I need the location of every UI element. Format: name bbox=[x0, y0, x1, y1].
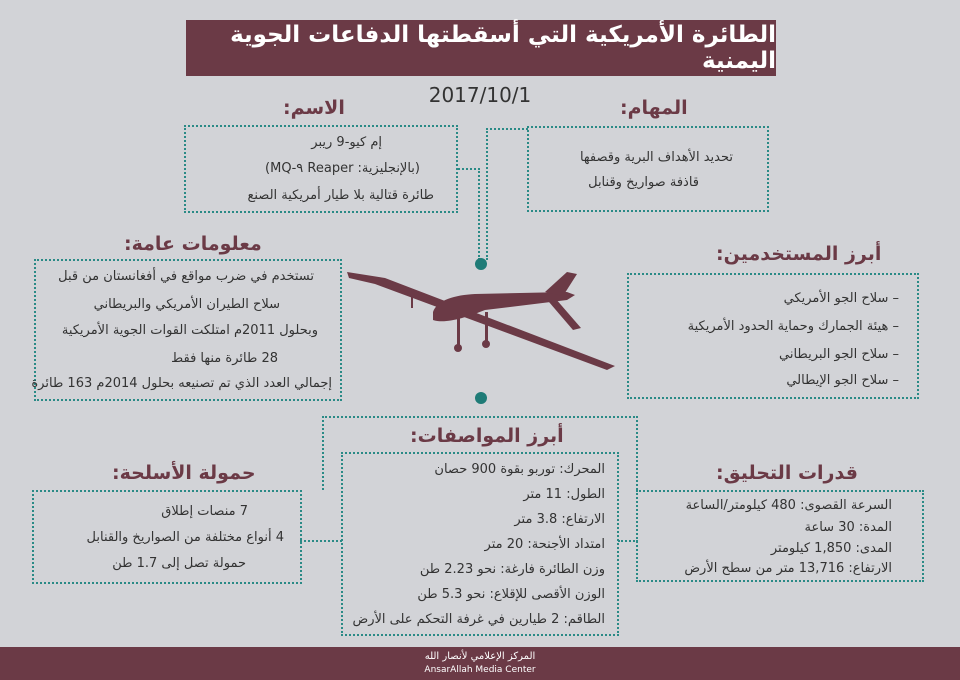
users-heading: أبرز المستخدمين: bbox=[716, 243, 882, 265]
specs-line: وزن الطائرة فارغة: نحو 2.23 طن bbox=[419, 562, 605, 577]
connector-line bbox=[636, 416, 638, 490]
missions-line: تحديد الأهداف البرية وقصفها bbox=[579, 150, 733, 165]
specs-line: امتداد الأجنحة: 20 متر bbox=[484, 537, 605, 552]
general-line: سلاح الطيران الأمريكي والبريطاني bbox=[93, 297, 280, 312]
weapons-heading: حمولة الأسلحة: bbox=[112, 462, 256, 484]
connector-line bbox=[322, 416, 638, 418]
general-line: 28 طائرة منها فقط bbox=[171, 351, 278, 366]
connector-line bbox=[458, 168, 480, 170]
users-line: – سلاح الجو الإيطالي bbox=[786, 373, 899, 388]
weapons-box bbox=[32, 490, 302, 584]
drone-illustration bbox=[345, 262, 620, 374]
name-box bbox=[184, 125, 458, 213]
flight-line: المدى: 1,850 كيلومتر bbox=[770, 541, 892, 556]
specs-line: الطاقم: 2 طيارين في غرفة التحكم على الأرض bbox=[352, 612, 605, 627]
specs-line: المحرك: توربو بقوة 900 حصان bbox=[434, 462, 605, 477]
connector-line bbox=[486, 128, 528, 130]
footer-bar bbox=[0, 647, 960, 680]
general-box bbox=[31, 259, 342, 401]
general-heading: معلومات عامة: bbox=[124, 233, 262, 255]
specs-line: الوزن الأقصى للإقلاع: نحو 5.3 طن bbox=[417, 587, 605, 602]
flight-line: السرعة القصوى: 480 كيلومتر/الساعة bbox=[685, 498, 892, 513]
missions-line: قاذفة صواريخ وقنابل bbox=[588, 175, 699, 190]
title-text: الطائرة الأمريكية التي أسقطتها الدفاعات الجوية اليمنية bbox=[230, 22, 776, 74]
general-line: وبحلول 2011م امتلكت القوات الجوية الأمريكية bbox=[61, 323, 318, 338]
name-line: (بالإنجليزية: Reaper ٩-MQ) bbox=[265, 161, 420, 176]
weapons-line: 7 منصات إطلاق bbox=[161, 504, 248, 519]
specs-line: الارتفاع: 3.8 متر bbox=[514, 512, 605, 527]
connector-dot bbox=[475, 392, 487, 404]
users-line: – هيئة الجمارك وحماية الحدود الأمريكية bbox=[687, 319, 899, 334]
flight-line: المدة: 30 ساعة bbox=[804, 520, 892, 535]
users-line: – سلاح الجو البريطاني bbox=[779, 347, 899, 362]
users-line: – سلاح الجو الأمريكي bbox=[783, 291, 899, 306]
weapons-line: 4 أنواع مختلفة من الصواريخ والقنابل bbox=[86, 530, 284, 545]
flight-box bbox=[636, 490, 924, 582]
name-line: طائرة قتالية بلا طيار أمريكية الصنع bbox=[247, 188, 434, 203]
date-label: 2017/10/1 bbox=[428, 83, 532, 107]
weapons-line: حمولة تصل إلى 1.7 طن bbox=[112, 556, 246, 571]
flight-heading: قدرات التحليق: bbox=[716, 462, 858, 484]
connector-line bbox=[478, 168, 480, 260]
specs-heading: أبرز المواصفات: bbox=[410, 425, 564, 447]
page-title bbox=[186, 20, 776, 76]
connector-line bbox=[486, 128, 488, 260]
connector-line bbox=[322, 416, 324, 490]
specs-box bbox=[341, 452, 619, 636]
name-heading: الاسم: bbox=[283, 97, 345, 119]
flight-line: الارتفاع: 13,716 متر من سطح الأرض bbox=[684, 561, 892, 576]
name-line: إم كيو-9 ريبر bbox=[311, 135, 382, 150]
footer-english: AnsarAllah Media Center bbox=[424, 665, 536, 675]
footer-arabic: المركز الإعلامي لأنصار الله bbox=[424, 651, 536, 662]
users-box bbox=[627, 273, 919, 399]
connector-line bbox=[300, 540, 342, 542]
missions-box bbox=[527, 126, 769, 212]
general-line: تستخدم في ضرب مواقع في أفغانستان من قبل bbox=[58, 269, 314, 284]
missions-heading: المهام: bbox=[620, 97, 688, 119]
specs-line: الطول: 11 متر bbox=[523, 487, 605, 502]
general-line: إجمالي العدد الذي تم تصنيعه بحلول 2014م 163 طائرة bbox=[31, 376, 332, 391]
connector-line bbox=[618, 540, 638, 542]
